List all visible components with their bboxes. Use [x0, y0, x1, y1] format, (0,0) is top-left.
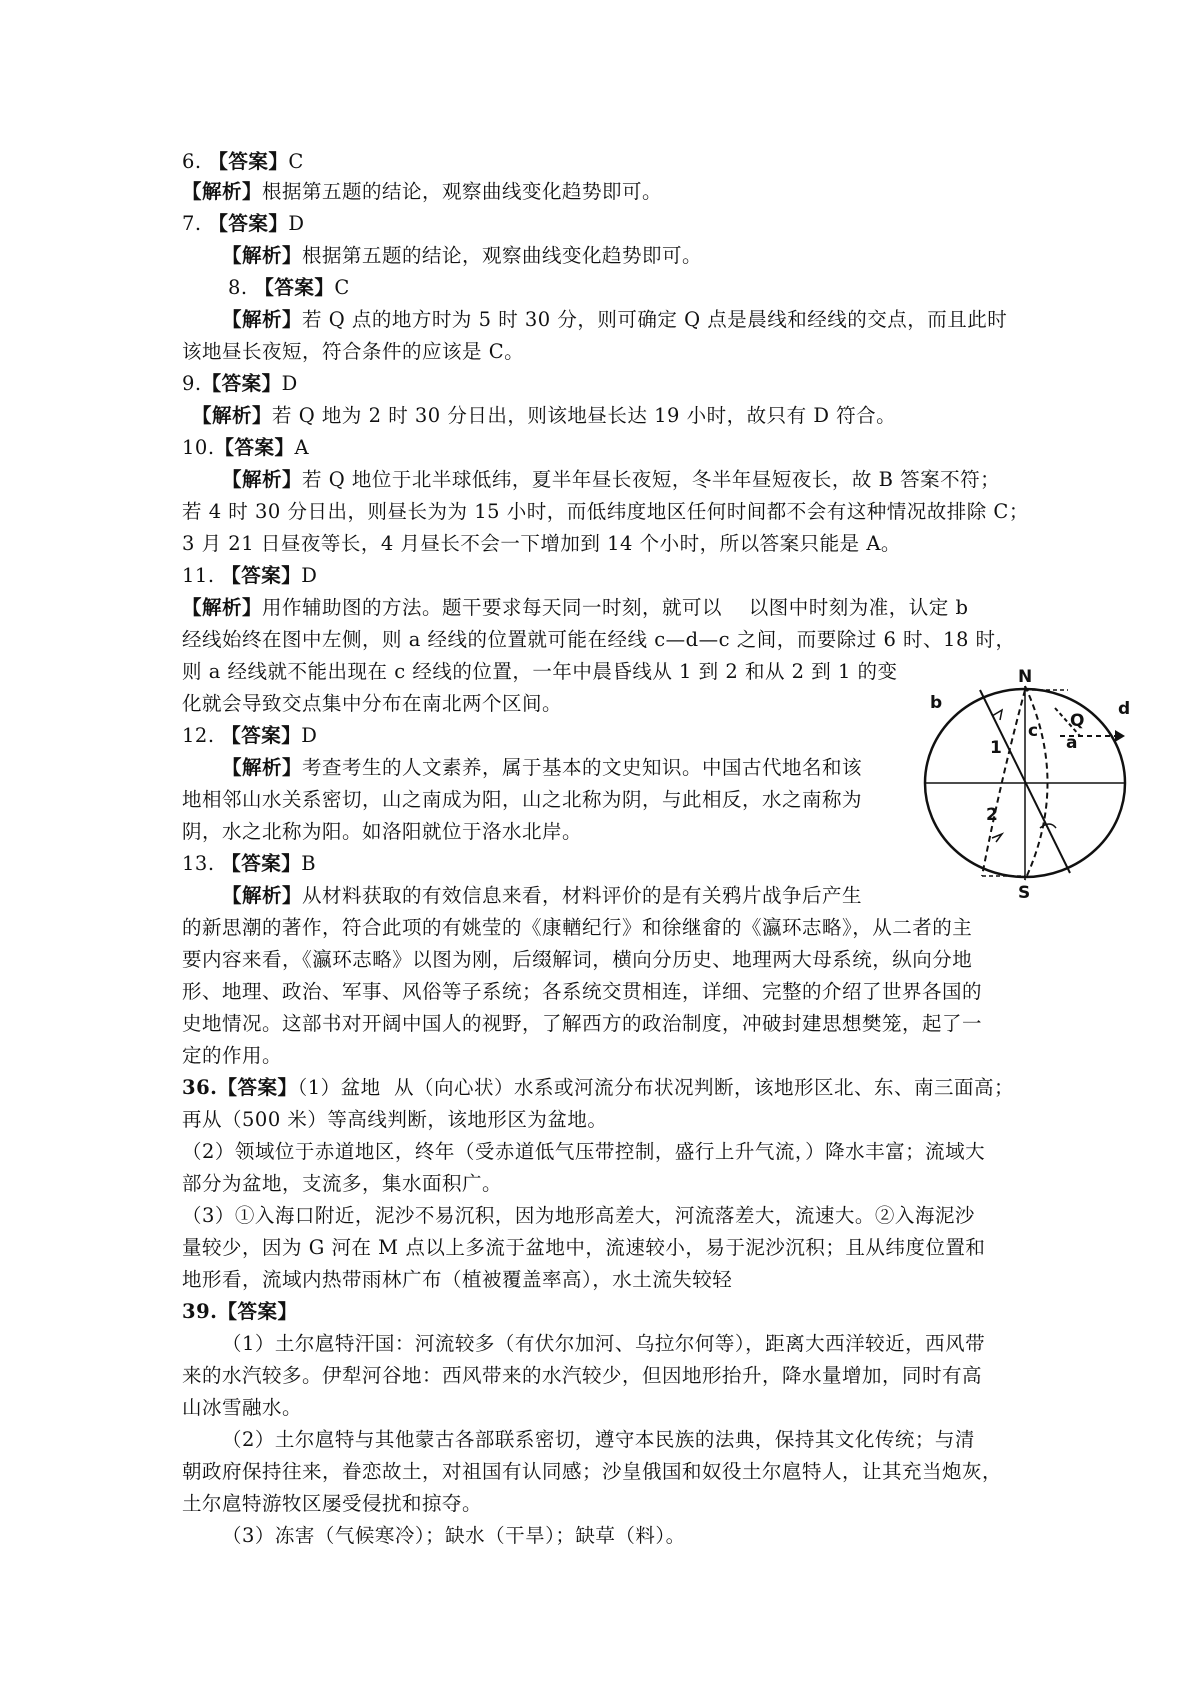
q13-analysis-4: 形、地理、政治、军事、风俗等子系统；各系统交贯相连，详细、完整的介绍了世界各国的 [182, 980, 983, 1003]
q6-line: 6. 【答案】C [182, 150, 304, 173]
q13-analysis-5: 史地情况。这部书对开阔中国人的视野，了解西方的政治制度，冲破封建思想樊笼，起了一 [182, 1012, 983, 1035]
q12-analysis-3: 阴，水之北称为阳。如洛阳就位于洛水北岸。 [182, 820, 583, 843]
q8-analysis-1: 【解析】若 Q 点的地方时为 5 时 30 分，则可确定 Q 点是晨线和经线的交点，而且此时 [222, 308, 1008, 331]
label-c: c [1028, 721, 1039, 741]
q11-analysis-4: 化就会导致交点集中分布在南北两个区间。 [182, 692, 563, 715]
q13-analysis-2: 的新思潮的著作，符合此项的有姚莹的《康輶纪行》和徐继畲的《瀛环志略》，从二者的主 [182, 916, 973, 939]
q6-analysis: 【解析】根据第五题的结论，观察曲线变化趋势即可。 [182, 180, 663, 203]
q39-line-1: （1）土尔扈特汗国：河流较多（有伏尔加河、乌拉尔何等），距离大西洋较近，西风带 [222, 1332, 986, 1355]
q13-line: 13. 【答案】B [182, 852, 317, 875]
q8-line: 8. 【答案】C [228, 276, 350, 299]
q39-line-7: （3）冻害（气候寒冷）；缺水（干旱）；缺草（料）。 [222, 1524, 686, 1547]
q36-line-3: （2）领域位于赤道地区，终年（受赤道低气压带控制，盛行上升气流，）降水丰富；流域大 [182, 1140, 986, 1163]
q39-line: 39.【答案】 [182, 1300, 298, 1323]
q39-line-4: （2）土尔扈特与其他蒙古各部联系密切，遵守本民族的法典，保持其文化传统；与清 [222, 1428, 975, 1451]
arrow-d-head [1115, 730, 1125, 742]
q39-line-6: 土尔扈特游牧区屡受侵扰和掠夺。 [182, 1492, 483, 1515]
q13-analysis-6: 定的作用。 [182, 1044, 283, 1067]
q8-analysis-2: 该地昼长夜短，符合条件的应该是 C。 [182, 340, 525, 363]
label-s: S [1018, 883, 1031, 898]
label-2: 2 [986, 805, 998, 825]
q12-analysis-2: 地相邻山水关系密切，山之南成为阳，山之北称为阴，与此相反，水之南称为 [182, 788, 863, 811]
q36-line-2: 再从（500 米）等高线判断，该地形区为盆地。 [182, 1108, 608, 1131]
q11-analysis-1: 【解析】用作辅助图的方法。题干要求每天同一时刻，就可以 以图中时刻为准，认定 b [182, 596, 969, 619]
q36-line-6: 量较少，因为 G 河在 M 点以上多流于盆地中，流速较小，易于泥沙沉积；且从纬度位置和 [182, 1236, 986, 1259]
q39-line-2: 来的水汽较多。伊犁河谷地：西风带来的水汽较少，但因地形抬升，降水量增加，同时有高 [182, 1364, 983, 1387]
q9-line: 9.【答案】D [182, 372, 298, 395]
label-1: 1 [990, 738, 1002, 758]
q36-line-7: 地形看，流域内热带雨林广布（植被覆盖率高），水土流失较轻 [182, 1268, 733, 1291]
arrow-2 [992, 834, 1002, 842]
q11-analysis-3: 则 a 经线就不能出现在 c 经线的位置，一年中晨昏线从 1 到 2 和从 2 到 1 的变 [182, 660, 898, 683]
q12-line: 12. 【答案】D [182, 724, 318, 747]
q36-line-4: 部分为盆地，支流多，集水面积广。 [182, 1172, 503, 1195]
label-n: N [1018, 668, 1033, 687]
globe-diagram [920, 668, 1140, 898]
q13-analysis-1: 【解析】从材料获取的有效信息来看，材料评价的是有关鸦片战争后产生 [222, 884, 863, 907]
q39-line-5: 朝政府保持往来，眷恋故土，对祖国有认同感；沙皇俄国和奴役土尔扈特人，让其充当炮灰， [182, 1460, 1003, 1483]
q7-line: 7. 【答案】D [182, 212, 305, 235]
q10-analysis-3: 3 月 21 日昼夜等长，4 月昼长不会一下增加到 14 个小时，所以答案只能是 A。 [182, 532, 901, 555]
label-q: Q [1070, 711, 1085, 731]
label-a: a [1066, 733, 1078, 753]
q11-line: 11. 【答案】D [182, 564, 318, 587]
q7-analysis: 【解析】根据第五题的结论，观察曲线变化趋势即可。 [222, 244, 703, 267]
q39-line-3: 山冰雪融水。 [182, 1396, 303, 1419]
q13-analysis-3: 要内容来看，《瀛环志略》以图为刚，后缀解词，横向分历史、地理两大母系统，纵向分地 [182, 948, 973, 971]
q10-analysis-1: 【解析】若 Q 地位于北半球低纬，夏半年昼长夜短，冬半年昼短夜长，故 B 答案不符； [222, 468, 1001, 491]
q36-line-1: 36.【答案】（1）盆地 从（向心状）水系或河流分布状况判断，该地形区北、东、南三面高； [182, 1076, 1015, 1099]
q10-line: 10.【答案】A [182, 436, 310, 459]
q11-analysis-2: 经线始终在图中左侧，则 a 经线的位置就可能在经线 c—d—c 之间，而要除过 6 时、18 时， [182, 628, 1016, 651]
q9-analysis: 【解析】若 Q 地为 2 时 30 分日出，则该地昼长达 19 小时，故只有 D 符合。 [192, 404, 897, 427]
q36-line-5: （3）①入海口附近，泥沙不易沉积，因为地形高差大，河流落差大，流速大。②入海泥沙 [182, 1204, 975, 1227]
label-b: b [930, 693, 943, 713]
q12-analysis-1: 【解析】考查考生的人文素养，属于基本的文史知识。中国古代地名和该 [222, 756, 863, 779]
q10-analysis-2: 若 4 时 30 分日出，则昼长为为 15 小时，而低纬度地区任何时间都不会有这种情况故排除 C； [182, 500, 1029, 523]
label-d: d [1118, 699, 1131, 719]
